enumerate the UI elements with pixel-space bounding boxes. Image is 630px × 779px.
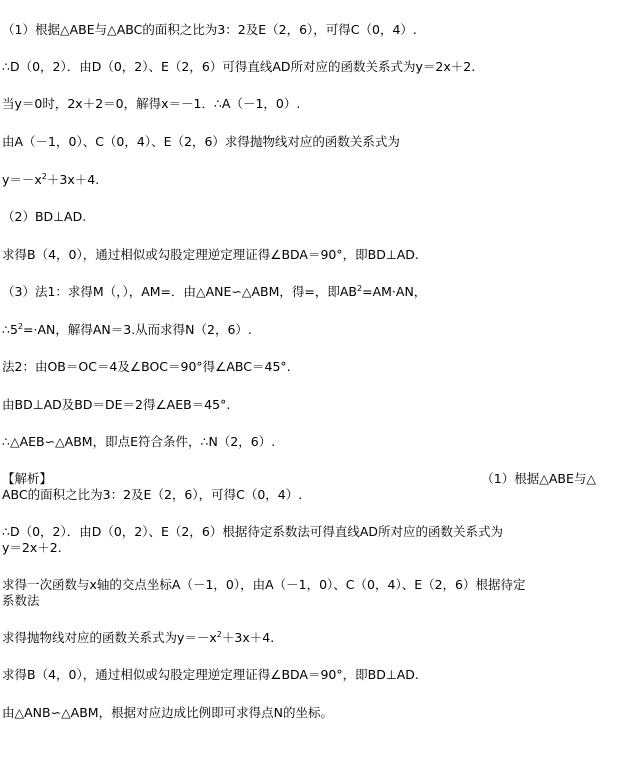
answer-part2-line: （2）BD⊥AD.: [2, 209, 87, 224]
answer-line-parabola-equation: $y=-x^2+3x+4$.: [2, 172, 100, 187]
analysis-line-intersection: 求得一次函数与x轴的交点坐标A（－1，0），由A（－1，0）、C（0，4）、E（2，6）根据待定: [2, 577, 526, 592]
answer-line-b-coordinates: 求得B（4，0），通过相似或勾股定理逆定理证得∠BDA＝90°，即BD⊥AD.: [2, 247, 419, 262]
answer-line-parabola-intro: 由A（－1，0）、C（0，4）、E（2，6）求得抛物线对应的函数关系式为: [2, 134, 400, 149]
answer-line-angle-aeb: 由BD⊥AD及BD＝DE＝2得∠AEB＝45°.: [2, 397, 231, 412]
analysis-line-similar-triangles: 由△ANB∽△ABM，根据对应边成比例即可求得点N的坐标。: [2, 705, 333, 720]
answer-line-d-coordinates: ∴D（0，2）．由D（0，2）、E（2，6）可得直线AD所对应的函数关系式为y＝2x＋2.: [2, 59, 476, 74]
analysis-line-d-coordinates: ∴D（0，2）．由D（0，2）、E（2，6）根据待定系数法可得直线AD所对应的函数关系式为: [2, 524, 503, 539]
analysis-label: 【解析】: [2, 471, 53, 486]
answer-part1-line: （1）根据△ABE与△ABC的面积之比为3：2及E（2，6），可得C（0，4）.: [2, 22, 417, 37]
analysis-line-parabola: 求得抛物线对应的函数关系式为$y=-x^2+3x+4$.: [2, 630, 275, 645]
analysis-line-b-coordinates: 求得B（4，0），通过相似或勾股定理逆定理证得∠BDA＝90°，即BD⊥AD.: [2, 667, 419, 682]
analysis-line-method: 系数法: [2, 593, 40, 608]
analysis-part1-continuation: ABC的面积之比为3：2及E（2，6），可得C（0，4）.: [2, 487, 303, 502]
analysis-part1-heading: （1）根据△ABE与△: [481, 471, 596, 486]
answer-part3-method1-line: （3）法1：求得M（，），AM=．由△ANE∽△ABM，得=，即$AB^2=AM\cdot AN$，: [2, 284, 427, 299]
answer-line-a-coordinates: 当y＝0时，2x＋2＝0，解得x＝－1．∴A（－1，0）.: [2, 96, 301, 111]
answer-line-conclusion: ∴△AEB∽△ABM，即点E符合条件，∴N（2，6）.: [2, 434, 276, 449]
analysis-line-linear-function: y＝2x＋2.: [2, 540, 62, 555]
answer-line-solve-an: $\therefore 5^2=\cdot AN$，解得AN＝3.从而求得N（2，6）.: [2, 322, 252, 337]
answer-part3-method2-line: 法2：由OB＝OC＝4及∠BOC＝90°得∠ABC＝45°.: [2, 359, 291, 374]
